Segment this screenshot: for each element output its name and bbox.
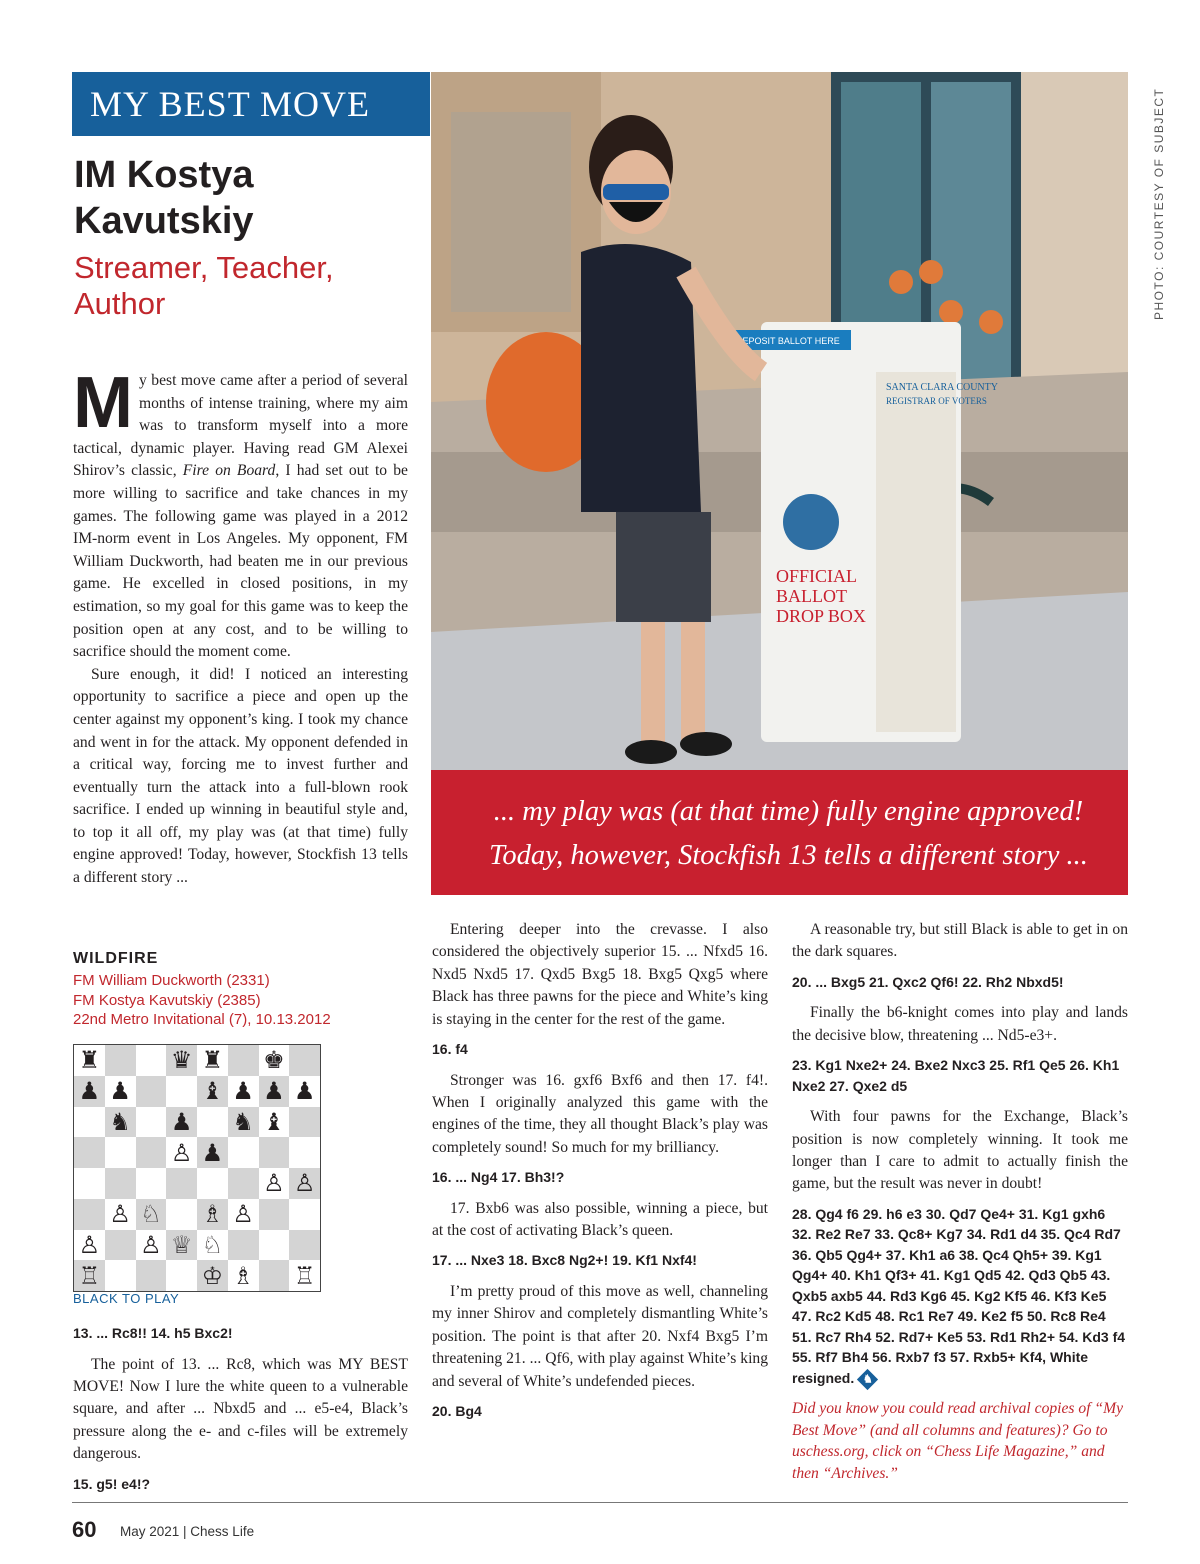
move-text: 16. f4 bbox=[432, 1041, 468, 1058]
board-square bbox=[136, 1045, 167, 1076]
board-square bbox=[259, 1137, 290, 1168]
author-name bbox=[74, 152, 414, 244]
board-square bbox=[228, 1230, 259, 1261]
board-square bbox=[105, 1137, 136, 1168]
board-square bbox=[289, 1107, 320, 1138]
drop-cap: M bbox=[73, 363, 133, 443]
board-square-piece: ♙ bbox=[228, 1199, 259, 1230]
board-square bbox=[289, 1199, 320, 1230]
column-1 bbox=[73, 1315, 408, 1504]
board-square-piece: ♜ bbox=[197, 1045, 228, 1076]
board-square bbox=[105, 1168, 136, 1199]
board-square-piece: ♙ bbox=[136, 1230, 167, 1261]
board-square-piece: ♝ bbox=[259, 1107, 290, 1138]
board-square bbox=[74, 1137, 105, 1168]
photo-registrar-text: REGISTRAR OF VOTERS bbox=[886, 396, 987, 406]
section-banner: MY BEST MOVE bbox=[72, 72, 430, 136]
pull-quote bbox=[431, 770, 1128, 895]
column-paragraph: A reasonable try, but still Black is able to get in on the dark squares. bbox=[792, 921, 1128, 961]
intro-paragraph-2: Sure enough, it did! I noticed an interesting opportunity to sacrifice a piece and open up the center against my opponent’s king. I took my chance and went in for the attack. My opponent defended in a critical way, forcing me to invest further and eventually turn the attack into a full-blown rook sacrifice. I ended up winning in beautiful style and, to top it all off, my play was (at that time) fully engine approved! Today, however, Stockfish 13 tells a different story ... bbox=[73, 665, 408, 887]
footer-rule bbox=[72, 1502, 1128, 1503]
intro-p1-a: y best move came after a period of several months of intense training, where my aim was to transform myself into a more tactical, dynamic player. Having read GM Alexei Shirov’s classic, bbox=[73, 372, 408, 480]
photo-sign-text: DEPOSIT BALLOT HERE bbox=[736, 336, 840, 346]
photo-county-text: SANTA CLARA COUNTY bbox=[886, 382, 998, 393]
board-square-piece: ♘ bbox=[197, 1230, 228, 1261]
game-white-player: FM William Duckworth (2331) bbox=[73, 972, 270, 989]
column-2 bbox=[432, 919, 768, 1432]
game-info bbox=[73, 971, 393, 1030]
board-square-piece: ♙ bbox=[166, 1137, 197, 1168]
board-square-piece: ♟ bbox=[74, 1076, 105, 1107]
board-square-piece: ♔ bbox=[197, 1260, 228, 1291]
intro-text bbox=[73, 363, 408, 890]
move-text: 20. ... Bxg5 21. Qxc2 Qf6! 22. Rh2 Nbxd5! bbox=[792, 973, 1064, 990]
board-square-piece: ♝ bbox=[197, 1076, 228, 1107]
move-text: 13. ... Rc8!! 14. h5 Bxc2! bbox=[73, 1325, 233, 1341]
game-title: WILDFIRE bbox=[73, 950, 159, 967]
board-square-piece: ♟ bbox=[197, 1137, 228, 1168]
board-square bbox=[74, 1199, 105, 1230]
board-square-piece: ♟ bbox=[228, 1076, 259, 1107]
board-square bbox=[228, 1137, 259, 1168]
move-text: 20. Bg4 bbox=[432, 1403, 482, 1419]
author-photo bbox=[431, 72, 1128, 770]
column-paragraph: Finally the b6-knight comes into play and lands the decisive blow, threatening ... Nd5-e3+. bbox=[792, 1004, 1128, 1044]
board-square bbox=[197, 1168, 228, 1199]
board-square bbox=[166, 1199, 197, 1230]
board-square bbox=[228, 1168, 259, 1199]
chess-board-diagram bbox=[73, 1044, 321, 1292]
photo-credit: PHOTO: COURTESY OF SUBJECT bbox=[1152, 87, 1166, 320]
end-mark-icon: ♞ bbox=[857, 1368, 878, 1389]
move-text bbox=[792, 1204, 1128, 1389]
photo-illustration bbox=[431, 72, 1128, 770]
board-square bbox=[166, 1260, 197, 1291]
archive-note: Did you know you could read archival copies of “My Best Move” (and all columns and features)? Go to uschess.org, click on “Chess Life Magazine,” and then “Archives.” bbox=[792, 1400, 1124, 1483]
move-text: 23. Kg1 Nxe2+ 24. Bxe2 Nxc3 25. Rf1 Qe5 26. Kh1 Nxe2 27. Qxe2 d5 bbox=[792, 1057, 1120, 1094]
board-square-piece: ♕ bbox=[166, 1230, 197, 1261]
board-square bbox=[105, 1045, 136, 1076]
intro-p1-b: , I had set out to be more willing to sacrifice and take chances in my games. The following game was played in a 2012 IM-norm event in Los Angeles. My opponent, FM William Duckworth, had beaten me in our previous game. He excelled in closed positions, in my estimation, so my goal for this game was to keep the position open at any cost, and to be willing to sacrifice should the moment come. bbox=[73, 462, 408, 661]
book-title: Fire on Board bbox=[182, 462, 276, 480]
board-square-piece: ♗ bbox=[197, 1199, 228, 1230]
board-square bbox=[74, 1168, 105, 1199]
board-square bbox=[166, 1076, 197, 1107]
board-square-piece: ♛ bbox=[166, 1045, 197, 1076]
game-black-player: FM Kostya Kavutskiy (2385) bbox=[73, 991, 261, 1009]
board-square-piece: ♟ bbox=[259, 1076, 290, 1107]
board-square-piece: ♞ bbox=[228, 1107, 259, 1138]
author-roles bbox=[74, 250, 414, 322]
board-square bbox=[136, 1168, 167, 1199]
board-square-piece: ♙ bbox=[259, 1168, 290, 1199]
board-square bbox=[74, 1107, 105, 1138]
board-square-piece: ♟ bbox=[166, 1107, 197, 1138]
photo-box-line1: OFFICIAL bbox=[776, 566, 858, 586]
board-square bbox=[289, 1230, 320, 1261]
board-square bbox=[259, 1199, 290, 1230]
move-text: 15. g5! e4!? bbox=[73, 1475, 151, 1492]
board-square bbox=[228, 1045, 259, 1076]
author-name-line2: Kavutskiy bbox=[74, 200, 254, 242]
game-event: 22nd Metro Invitational (7), 10.13.2012 bbox=[73, 1011, 331, 1028]
author-roles-line1: Streamer, Teacher, bbox=[74, 250, 334, 285]
board-square bbox=[289, 1137, 320, 1168]
board-square bbox=[166, 1168, 197, 1199]
board-square bbox=[105, 1260, 136, 1291]
board-square bbox=[289, 1045, 320, 1076]
move-text: 16. ... Ng4 17. Bh3!? bbox=[432, 1169, 565, 1186]
board-square-piece: ♖ bbox=[74, 1260, 105, 1291]
board-square-piece: ♜ bbox=[74, 1045, 105, 1076]
board-square bbox=[259, 1260, 290, 1291]
board-square-piece: ♗ bbox=[228, 1260, 259, 1291]
board-square bbox=[136, 1076, 167, 1107]
photo-box-line2: BALLOT bbox=[776, 586, 847, 606]
author-roles-line2: Author bbox=[74, 286, 166, 321]
column-3 bbox=[792, 919, 1128, 1485]
column-paragraph: Stronger was 16. gxf6 Bxf6 and then 17. f4!. When I originally analyzed this game with the engines of the time, they all thought Black’s play was completely sound! So much for my brilliancy. bbox=[432, 1071, 768, 1156]
photo-box-line3: DROP BOX bbox=[776, 606, 866, 626]
board-square bbox=[105, 1230, 136, 1261]
column-paragraph: Entering deeper into the crevasse. I also considered the objectively superior 15. ... Nfxd5 16. Nxd5 Nxd5 17. Qxd5 Bxg5 18. Bxg5 Qxg5 where Black has three pawns for the piece and White’s king is staying in the center for the rest of the game. bbox=[432, 921, 768, 1028]
board-square-piece: ♞ bbox=[105, 1107, 136, 1138]
board-square-piece: ♟ bbox=[289, 1076, 320, 1107]
board-square bbox=[136, 1260, 167, 1291]
move-text: 17. ... Nxe3 18. Bxc8 Ng2+! 19. Kf1 Nxf4! bbox=[432, 1252, 697, 1269]
board-square-piece: ♙ bbox=[105, 1199, 136, 1230]
board-square-piece: ♚ bbox=[259, 1045, 290, 1076]
pull-quote-line1: ... my play was (at that time) fully engine approved! bbox=[493, 796, 1084, 827]
board-square-piece: ♙ bbox=[289, 1168, 320, 1199]
column-paragraph: 17. Bxb6 was also possible, winning a piece, but at the cost of activating Black’s queen. bbox=[432, 1199, 768, 1240]
pull-quote-line2: Today, however, Stockfish 13 tells a different story ... bbox=[489, 840, 1088, 871]
board-square bbox=[197, 1107, 228, 1138]
intro-paragraph-1 bbox=[73, 363, 408, 664]
column-paragraph: The point of 13. ... Rc8, which was MY BEST MOVE! Now I lure the white queen to a vulnerable square, and after ... Nbxd5 and ... e5-e4, Black’s pressure along the e- and c-files will be extremely dangerous. bbox=[73, 1355, 408, 1463]
page-number: 60 bbox=[72, 1517, 97, 1542]
board-square-piece: ♟ bbox=[105, 1076, 136, 1107]
board-square-piece: ♖ bbox=[289, 1260, 320, 1291]
column-paragraph: With four pawns for the Exchange, Black’s position is now completely winning. It took me longer than I care to admit to actually finish the game, but the result was never in doubt! bbox=[792, 1108, 1128, 1193]
board-square-piece: ♘ bbox=[136, 1199, 167, 1230]
board-square bbox=[259, 1230, 290, 1261]
column-paragraph: I’m pretty proud of this move as well, channeling my inner Shirov and completely dismantling White’s position. The point is that after 20. Nxf4 Bxg5 I’m threatening 21. ... Qf6, with play against White’s king and several of White’s undefended pieces. bbox=[432, 1282, 768, 1390]
board-square bbox=[136, 1137, 167, 1168]
board-caption: BLACK TO PLAY bbox=[73, 1291, 180, 1306]
board-square-piece: ♙ bbox=[74, 1230, 105, 1261]
final-moves: 28. Qg4 f6 29. h6 e3 30. Qd7 Qe4+ 31. Kg1 gxh6 32. Re2 Re7 33. Qc8+ Kg7 34. Rd1 d4 35. Qc4 Rd7 36. Qb5 Qg4+ 37. Kh1 a6 38. Qc4 Qh5+ 39. Kg1 Qg4+ 40. Kh1 Qf3+ 41. Kg1 Qd5 42. Qd3 Qb5 43. Qxb5 axb5 44. Rd3 Kg6 45. Kg2 Kf5 46. Kf3 Ke5 47. Rc2 Kd5 48. Rc1 Re7 49. Ke2 f5 50. Rc8 Re4 51. Rc7 Rh4 52. Rd7+ Ke5 53. Rd1 Rh2+ 54. Kd3 f4 55. Rf7 Bh4 56. Rxb7 f3 57. Rxb5+ Kf4, White resigned. bbox=[792, 1205, 1126, 1386]
author-name-line1: IM Kostya bbox=[74, 154, 254, 196]
publication-info: May 2021 | Chess Life bbox=[120, 1524, 255, 1539]
board-square bbox=[136, 1107, 167, 1138]
